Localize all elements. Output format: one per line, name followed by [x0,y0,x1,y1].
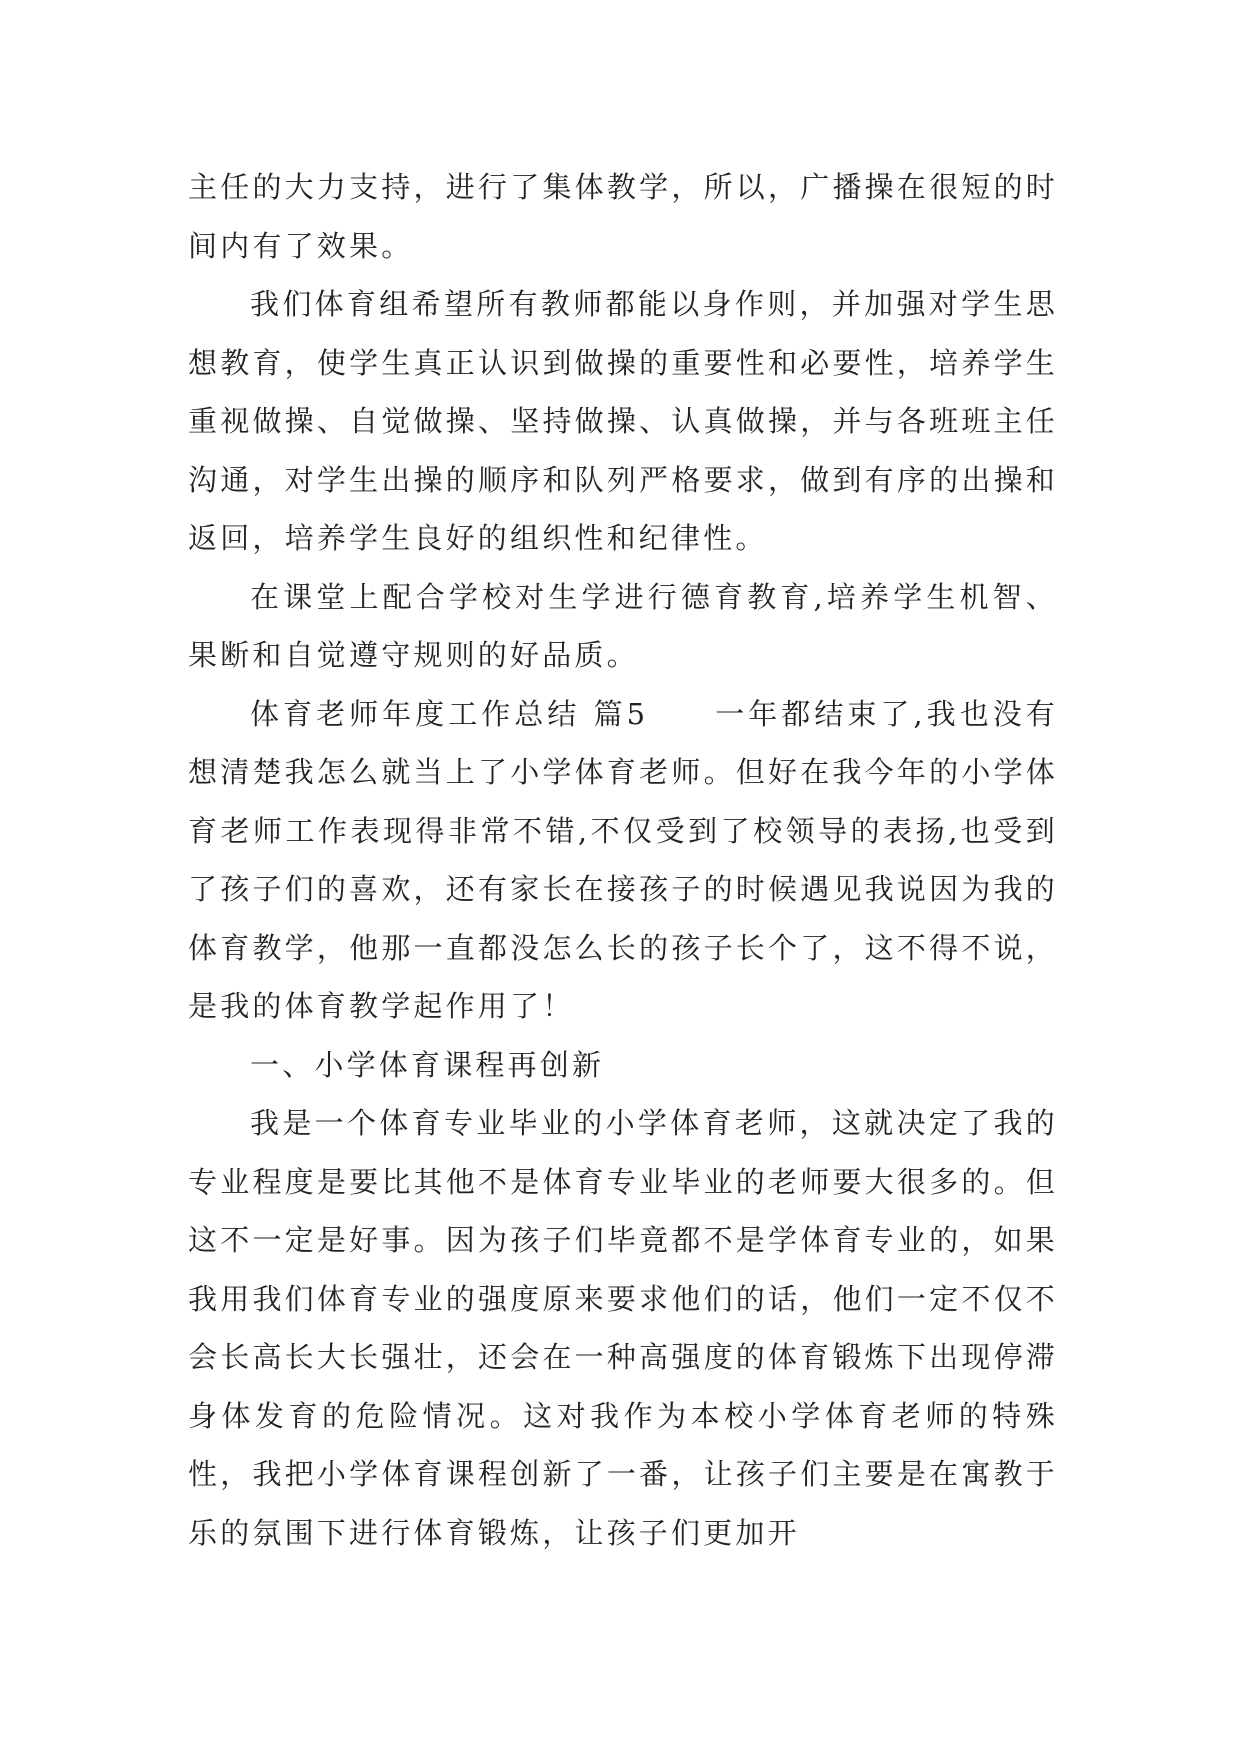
paragraph-section-5-intro: 体育老师年度工作总结 篇5 一年都结束了,我也没有想清楚我怎么就当上了小学体育老师。但好在我今年的小学体育老师工作表现得非常不错,不仅受到了校领导的表扬,也受到了孩子们的喜欢，还有家长在接孩子的时候遇见我说因为我的体育教学，他那一直都没怎么长的孩子长个了，这不得不说，是我的体育教学起作用了！ [188,696,1058,1023]
paragraph-exercise-education: 我们体育组希望所有教师都能以身作则，并加强对学生思想教育，使学生真正认识到做操的重要性和必要性，培养学生重视做操、自觉做操、坚持做操、认真做操，并与各班班主任沟通，对学生出操的顺序和队列严格要求，做到有序的出操和返回，培养学生良好的组织性和纪律性。 [188,287,1058,555]
paragraph-moral-education: 在课堂上配合学校对生学进行德育教育,培养学生机智、果断和自觉遵守规则的好品质。 [188,579,1058,672]
paragraph-continuation: 主任的大力支持，进行了集体教学，所以，广播操在很短的时间内有了效果。 [188,170,1058,263]
paragraph-curriculum-innovation: 我是一个体育专业毕业的小学体育老师，这就决定了我的专业程度是要比其他不是体育专业毕业的老师要大很多的。但这不一定是好事。因为孩子们毕竟都不是学体育专业的，如果我用我们体育专业的强度原来要求他们的话，他们一定不仅不会长高长大长强壮，还会在一种高强度的体育锻炼下出现停滞身体发育的危险情况。这对我作为本校小学体育老师的特殊性，我把小学体育课程创新了一番，让孩子们主要是在寓教于乐的氛围下进行体育锻炼，让孩子们更加开 [188,1106,1058,1550]
document-body [188,158,1058,1562]
section-heading-curriculum-innovation: 一、小学体育课程再创新 [250,1047,605,1082]
